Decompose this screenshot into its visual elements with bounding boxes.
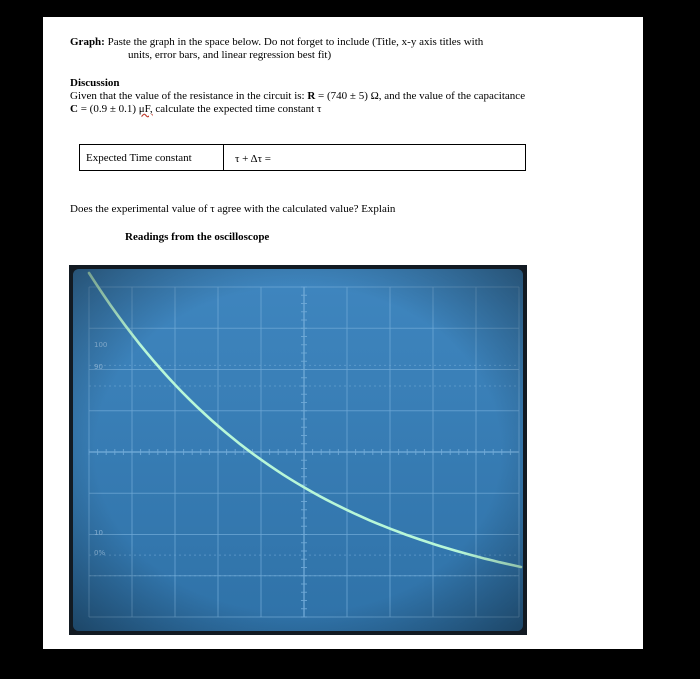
discussion-line1-suffix: = (740 ± 5) Ω, and the value of the capacitance (315, 90, 526, 102)
capacitance-value: = (0.9 ± 0.1) (77, 103, 139, 115)
time-constant-table (79, 144, 526, 171)
graph-instruction-line2: units, error bars, and linear regression best fit) (128, 49, 332, 61)
oscilloscope-photo (69, 265, 527, 635)
discussion-heading: Discussion (70, 77, 120, 89)
document-page (43, 17, 643, 649)
capacitance-symbol: C (70, 103, 78, 115)
screen-vignette (73, 269, 523, 631)
resistance-symbol: R (307, 90, 316, 102)
readings-heading: Readings from the oscilloscope (125, 231, 270, 243)
time-constant-formula: τ + Δτ = (235, 153, 271, 165)
graph-label: Graph: (70, 36, 105, 48)
capacitance-unit: μF, (138, 103, 153, 115)
time-constant-label: Expected Time constant (86, 152, 192, 164)
agreement-question: Does the experimental value of τ agree with the calculated value? Explain (70, 203, 396, 215)
table-divider (223, 145, 224, 170)
discussion-line1 (70, 90, 525, 103)
oscilloscope-screen (69, 265, 527, 635)
graph-instruction-line1 (70, 36, 483, 49)
discussion-line2 (70, 103, 321, 116)
discussion-line2-suffix: calculate the expected time constant τ (152, 103, 322, 115)
graph-instruction-text: Paste the graph in the space below. Do not forget to include (Title, x-y axis titles with (107, 36, 484, 48)
discussion-line1-prefix: Given that the value of the resistance in the circuit is: (70, 90, 308, 102)
